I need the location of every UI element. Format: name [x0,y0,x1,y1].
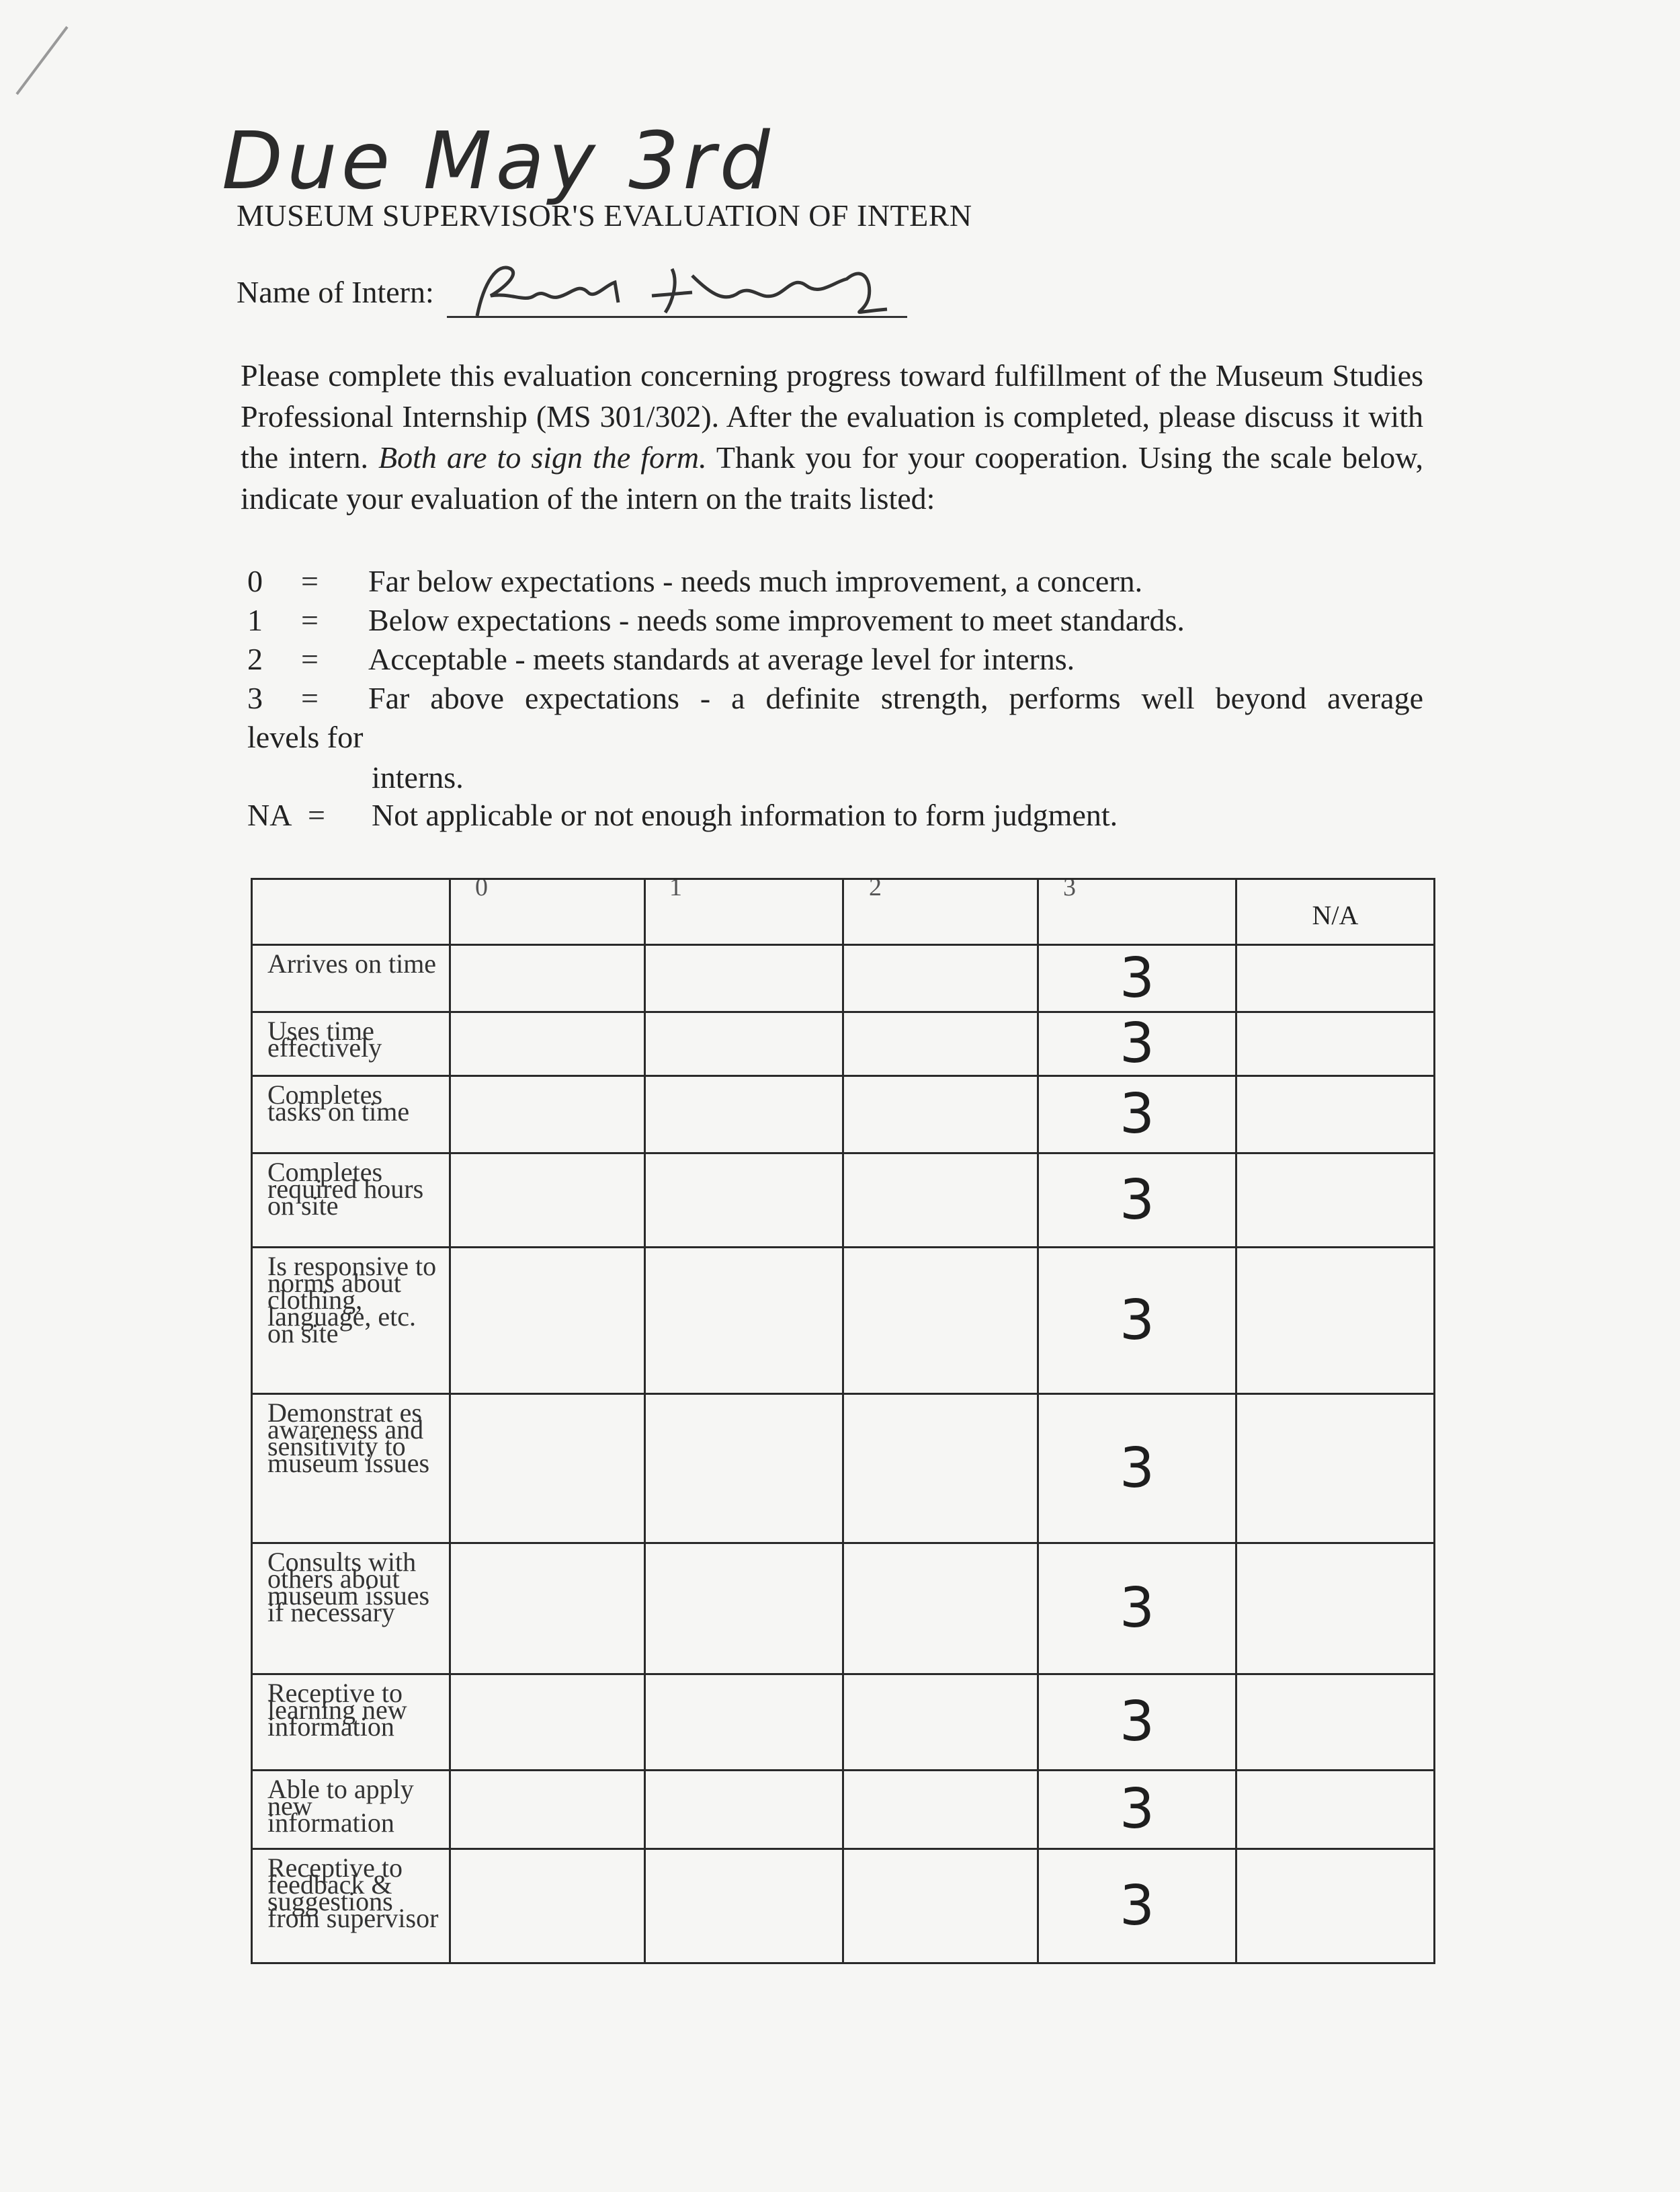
rating-cell-2[interactable] [843,945,1038,1012]
handwritten-rating: 3 [1119,1576,1155,1640]
header-na: N/A [1236,879,1435,945]
handwritten-rating: 3 [1119,1168,1155,1232]
rating-cell-1[interactable] [645,1076,843,1153]
rating-cell-0[interactable] [450,1849,645,1963]
rating-cell-na[interactable] [1236,1394,1435,1543]
rating-cell-3[interactable] [1038,1849,1236,1963]
rating-cell-0[interactable] [450,1012,645,1076]
rating-cell-2[interactable] [843,1543,1038,1674]
rating-cell-3[interactable] [1038,1248,1236,1394]
handwritten-rating: 3 [1119,1873,1155,1938]
rating-cell-3[interactable] [1038,1394,1236,1543]
table-row [252,1012,1435,1076]
handwritten-due-date: Due May 3rd [222,114,774,207]
trait-label: Able to apply new information [252,1771,450,1849]
rating-cell-na[interactable] [1236,1849,1435,1963]
rating-cell-na[interactable] [1236,1012,1435,1076]
rating-cell-2[interactable] [843,1849,1038,1963]
rating-cell-1[interactable] [645,945,843,1012]
header-cell-1 [645,879,843,945]
header-empty-cell [252,879,450,945]
rating-cell-1[interactable] [645,1849,843,1963]
column-header-3: 3 [1063,873,1076,901]
rating-cell-0[interactable] [450,1153,645,1248]
scale-number: 2 [247,642,263,676]
handwritten-rating: 3 [1119,1082,1155,1146]
header-cell-3 [1038,879,1236,945]
rating-cell-3[interactable] [1038,1153,1236,1248]
trait-label: Uses time effectively [252,1012,450,1076]
column-header-1: 1 [669,873,682,901]
evaluation-table [251,878,1435,1964]
table-row [252,1248,1435,1394]
rating-cell-2[interactable] [843,1771,1038,1849]
trait-label: Arrives on time [252,945,450,1012]
rating-cell-2[interactable] [843,1394,1038,1543]
rating-cell-3[interactable] [1038,945,1236,1012]
rating-cell-2[interactable] [843,1674,1038,1771]
instructions-part2: Thank you for your cooperation. Using the scale below, indicate your evaluation of the intern on the traits listed: [241,440,1424,516]
table-row [252,1771,1435,1849]
rating-cell-0[interactable] [450,1543,645,1674]
rating-cell-2[interactable] [843,1012,1038,1076]
table-row [252,945,1435,1012]
column-header-0: 0 [475,873,488,901]
rating-cell-0[interactable] [450,1771,645,1849]
form-title: MUSEUM SUPERVISOR'S EVALUATION OF INTERN [237,198,972,233]
column-header-2: 2 [869,873,882,901]
scale-number: 1 [247,603,263,637]
scale-row-1 [247,602,1423,641]
scale-description: Below expectations - needs some improvement to meet standards. [368,603,1185,637]
table-header-row [252,879,1435,945]
instructions-paragraph [241,355,1423,519]
rating-cell-1[interactable] [645,1771,843,1849]
trait-label: Consults with others about museum issues if necessary [252,1543,450,1674]
corner-pen-stroke [13,20,74,101]
scale-row-0 [247,563,1423,602]
rating-cell-0[interactable] [450,1394,645,1543]
rating-cell-na[interactable] [1236,1153,1435,1248]
handwritten-rating: 3 [1119,1436,1155,1500]
rating-cell-0[interactable] [450,1076,645,1153]
handwritten-rating: 3 [1119,1777,1155,1841]
rating-scale-legend [247,563,1423,836]
table-row [252,1153,1435,1248]
scale-equals: = [301,564,319,598]
rating-cell-3[interactable] [1038,1012,1236,1076]
rating-cell-3[interactable] [1038,1076,1236,1153]
rating-cell-na[interactable] [1236,1674,1435,1771]
table-row [252,1674,1435,1771]
rating-cell-na[interactable] [1236,1771,1435,1849]
instructions-part1: Please complete this evaluation concerning progress toward fulfillment of the Museum Studies Professional Internship (MS 301/302). After the evaluation is completed, please discuss it with the intern. [241,358,1423,475]
rating-cell-2[interactable] [843,1153,1038,1248]
scale-description: Far below expectations - needs much improvement, a concern. [368,564,1143,598]
scale-equals: = [308,798,325,832]
rating-cell-2[interactable] [843,1248,1038,1394]
rating-cell-na[interactable] [1236,1248,1435,1394]
trait-label: Demonstrat es awareness and sensitivity to museum issues [252,1394,450,1543]
scale-continuation-2: interns. [372,760,464,795]
rating-cell-3[interactable] [1038,1674,1236,1771]
intern-name-label: Name of Intern: [237,275,434,309]
handwritten-rating: 3 [1119,1690,1155,1754]
scale-row-3 [247,680,1423,719]
rating-cell-na[interactable] [1236,945,1435,1012]
rating-cell-1[interactable] [645,1248,843,1394]
rating-cell-1[interactable] [645,1153,843,1248]
instructions-sign-note: Both are to sign the form. [378,440,707,475]
rating-cell-0[interactable] [450,945,645,1012]
handwritten-rating: 3 [1119,1288,1155,1352]
scale-description: Far above expectations - a definite strength, performs well beyond average [368,681,1423,715]
rating-cell-na[interactable] [1236,1543,1435,1674]
trait-label: Receptive to feedback & suggestions from supervisor [252,1849,450,1963]
table-row [252,1849,1435,1963]
rating-cell-2[interactable] [843,1076,1038,1153]
trait-label: Is responsive to norms about clothing, language, etc. on site [252,1248,450,1394]
rating-cell-na[interactable] [1236,1076,1435,1153]
rating-cell-3[interactable] [1038,1771,1236,1849]
header-cell-2 [843,879,1038,945]
handwritten-rating: 3 [1119,1012,1155,1075]
intern-name-signature [470,255,900,323]
trait-label: Completes tasks on time [252,1076,450,1153]
table-row [252,1076,1435,1153]
rating-cell-0[interactable] [450,1248,645,1394]
rating-cell-1[interactable] [645,1543,843,1674]
rating-cell-0[interactable] [450,1674,645,1771]
trait-label: Receptive to learning new information [252,1674,450,1771]
header-cell-0 [450,879,645,945]
scale-description: Not applicable or not enough information to form judgment. [372,798,1118,832]
rating-cell-3[interactable] [1038,1543,1236,1674]
table-row [252,1394,1435,1543]
rating-cell-1[interactable] [645,1394,843,1543]
scale-row-na [247,797,1423,836]
scale-continuation-1: levels for [247,720,364,754]
scale-number: 0 [247,564,263,598]
scale-description: Acceptable - meets standards at average level for interns. [368,642,1075,676]
trait-label: Completes required hours on site [252,1153,450,1248]
rating-cell-1[interactable] [645,1674,843,1771]
scale-equals: = [301,642,319,676]
scale-equals: = [301,681,319,715]
scale-row-2 [247,641,1423,680]
scale-number: NA [247,798,292,832]
scale-equals: = [301,603,319,637]
handwritten-rating: 3 [1119,946,1155,1010]
table-row [252,1543,1435,1674]
rating-cell-1[interactable] [645,1012,843,1076]
scale-number: 3 [247,681,263,715]
